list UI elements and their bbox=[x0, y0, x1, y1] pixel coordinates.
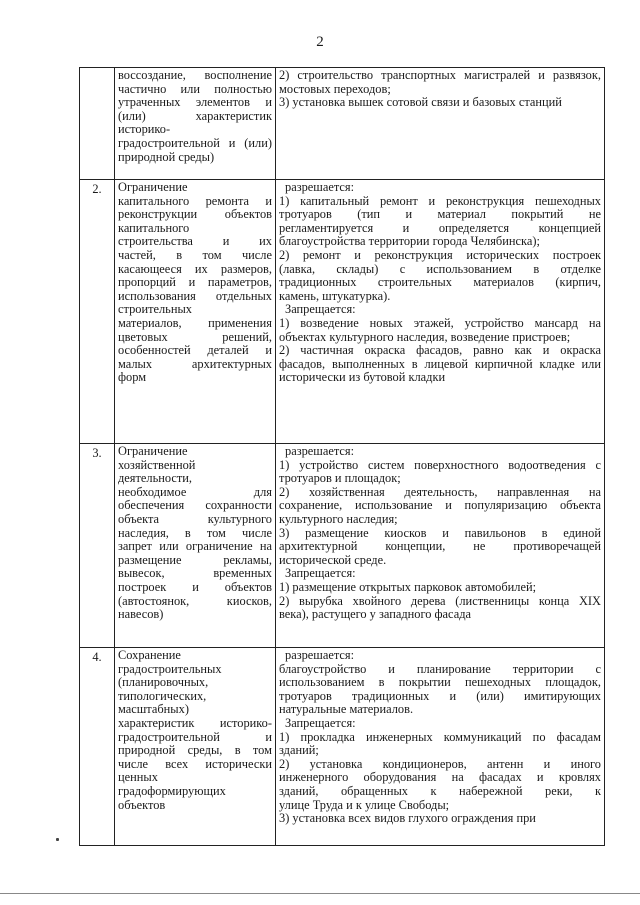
restriction-name-line: объектов bbox=[118, 797, 166, 812]
restriction-name-line: утраченных элементов и bbox=[118, 95, 272, 110]
regulation-cell bbox=[276, 180, 605, 444]
regulation-line: разрешается: bbox=[285, 444, 355, 458]
regulation-line: зданий; bbox=[279, 743, 319, 758]
regulation-line: 2) частичная окраска фасадов, равно как и окраска bbox=[279, 343, 601, 358]
restriction-name-line: вывесок, временных bbox=[118, 566, 272, 581]
restriction-name-line: форм bbox=[118, 370, 147, 385]
regulation-line: тротуаров традиционных и (или) имитирующих bbox=[279, 688, 601, 703]
regulation-line: благоустройство и планирование территории с bbox=[279, 661, 601, 676]
restriction-name-line: пропорций и параметров, bbox=[118, 275, 272, 290]
restriction-name-line: деятельности, bbox=[118, 471, 193, 486]
regulation-line: 2) строительство транспортных магистралей и развязок, bbox=[279, 68, 601, 82]
restriction-name-line: Ограничение bbox=[118, 444, 188, 458]
regulation-line: 1) прокладка инженерных коммуникаций по фасадам bbox=[279, 729, 601, 744]
regulation-line: 3) размещение киосков и павильонов в единой bbox=[279, 525, 601, 540]
restriction-name-line: строительных bbox=[118, 302, 192, 317]
restriction-name-line: природной среды) bbox=[118, 149, 215, 164]
restriction-name-cell bbox=[115, 444, 276, 648]
restriction-name-line: капитального bbox=[118, 220, 190, 235]
regulation-line: 3) установка всех видов глухого ограждения при bbox=[279, 811, 536, 826]
regulation-line: тротуаров (тип и материал покрытий не bbox=[279, 207, 601, 222]
restriction-name-line: числе всех исторически bbox=[118, 756, 272, 771]
restriction-name-line: использования отдельных bbox=[118, 288, 272, 303]
restriction-name-line: запрет или ограничение на bbox=[118, 539, 272, 554]
restriction-name-line: типологических, bbox=[118, 688, 207, 703]
restriction-name-line: природной среды, в том bbox=[118, 743, 272, 758]
regulation-line: традиционных строительных материалов (кирпич, bbox=[279, 275, 601, 290]
regulation-line: мостовых переходов; bbox=[279, 81, 391, 96]
restriction-name-line: ценных bbox=[118, 770, 158, 785]
regulation-line: Запрещается: bbox=[285, 302, 356, 317]
regulation-line: исторической среде. bbox=[279, 552, 387, 567]
scan-artifact bbox=[56, 838, 59, 841]
restriction-name-line: (планировочных, bbox=[118, 675, 209, 690]
restriction-name-line: обеспечения сохранности bbox=[118, 498, 272, 513]
regulation-line: исторически из бутовой кладки bbox=[279, 370, 446, 385]
regulation-line: благоустройства территории города Челябинска); bbox=[279, 234, 540, 249]
regulation-line: 1) устройство систем поверхностного водоотведения с bbox=[279, 457, 601, 472]
restriction-name-line: градоформирующих bbox=[118, 783, 226, 798]
row-number: 4. bbox=[80, 648, 115, 846]
regulation-line: зданий, обращенных к набережной реки, к bbox=[279, 783, 601, 798]
restriction-name-line: реконструкции объектов bbox=[118, 207, 272, 222]
restriction-name-cell bbox=[115, 68, 276, 180]
regulation-line: 1) размещение открытых парковок автомобилей; bbox=[279, 579, 537, 594]
regulation-line: 1) возведение новых этажей, устройство мансард на bbox=[279, 315, 601, 330]
restriction-name-line: характеристик историко- bbox=[118, 715, 272, 730]
regulation-cell bbox=[276, 648, 605, 846]
restriction-name-line: наследия, в том числе bbox=[118, 525, 272, 540]
regulation-line: 2) хозяйственная деятельность, направленная на bbox=[279, 484, 601, 499]
restriction-name-line: особенностей деталей и bbox=[118, 343, 272, 358]
restriction-name-line: (автостоянок, киосков, bbox=[118, 593, 272, 608]
restriction-name-line: малых архитектурных bbox=[118, 356, 272, 371]
page-number: 2 bbox=[316, 34, 324, 50]
regulation-line: сохранение, использование и популяризацию объекта bbox=[279, 498, 601, 513]
restriction-name-line: градостроительных bbox=[118, 661, 222, 676]
regulation-line: культурного наследия; bbox=[279, 511, 398, 526]
restriction-name-line: навесов) bbox=[118, 607, 164, 622]
row-number: 3. bbox=[80, 444, 115, 648]
table-row bbox=[80, 648, 605, 846]
restriction-name-line: градостроительной и bbox=[118, 729, 272, 744]
regulation-line: тротуаров и площадок; bbox=[279, 471, 401, 486]
regulation-line: 2) вырубка хвойного дерева (лиственницы конца XIX bbox=[279, 593, 601, 608]
regulation-line: 2) установка кондиционеров, антенн и иного bbox=[279, 756, 601, 771]
table-row bbox=[80, 444, 605, 648]
regulation-line: объектах культурного наследия, возведение пристроев; bbox=[279, 329, 571, 344]
restriction-name-line: касающееся их размеров, bbox=[118, 261, 272, 276]
regulation-line: 1) капитальный ремонт и реконструкция пешеходных bbox=[279, 193, 601, 208]
regulation-line: 2) ремонт и реконструкция исторических построек bbox=[279, 247, 601, 262]
restriction-name-line: хозяйственной bbox=[118, 457, 196, 472]
regulation-line: улице Труда и к улице Свободы; bbox=[279, 797, 450, 812]
restriction-name-line: строительства и их bbox=[118, 234, 272, 249]
regulation-line: Запрещается: bbox=[285, 566, 356, 581]
regulation-line: архитектурной концепции, не противоречащей bbox=[279, 539, 601, 554]
regulation-line: натуральные материалов. bbox=[279, 702, 414, 717]
restriction-name-line: историко- bbox=[118, 122, 171, 137]
restriction-name-line: необходимое для bbox=[118, 484, 272, 499]
regulation-line: века), растущего у западного фасада bbox=[279, 607, 472, 622]
regulation-line: (лавка, склады) с использованием в отделке bbox=[279, 261, 601, 276]
restriction-name-cell bbox=[115, 180, 276, 444]
restriction-name-line: Ограничение bbox=[118, 180, 188, 194]
restriction-name-line: частей, в том числе bbox=[118, 247, 272, 262]
restriction-name-line: масштабных) bbox=[118, 702, 189, 717]
restriction-name-line: Сохранение bbox=[118, 648, 181, 662]
table-row bbox=[80, 68, 605, 180]
restriction-name-line: градостроительной и (или) bbox=[118, 135, 272, 150]
restriction-name-line: размещение рекламы, bbox=[118, 552, 272, 567]
regulation-cell bbox=[276, 68, 605, 180]
regulation-line: инженерного оборудования на фасадах и кровлях bbox=[279, 770, 601, 785]
regulation-line: Запрещается: bbox=[285, 715, 356, 730]
restriction-name-line: воссоздание, восполнение bbox=[118, 68, 272, 82]
regulation-line: регламентируется и определяется концепцией bbox=[279, 220, 601, 235]
restriction-name-line: частично или полностью bbox=[118, 81, 272, 96]
restriction-name-line: объекта культурного bbox=[118, 511, 272, 526]
restriction-name-line: цветовых решений, bbox=[118, 329, 272, 344]
restriction-name-line: материалов, применения bbox=[118, 315, 272, 330]
restriction-name-line: (или) характеристик bbox=[118, 108, 272, 123]
restrictions-table bbox=[79, 67, 605, 846]
page-bottom-edge bbox=[0, 893, 640, 894]
restriction-name-line: капитального ремонта и bbox=[118, 193, 272, 208]
regulation-line: 3) установка вышек сотовой связи и базовых станций bbox=[279, 95, 562, 110]
regulation-line: разрешается: bbox=[285, 180, 355, 194]
table-row bbox=[80, 180, 605, 444]
row-number bbox=[80, 68, 115, 180]
regulation-line: использованием в покрытии пешеходных площадок, bbox=[279, 675, 601, 690]
regulation-line: камень, штукатурка). bbox=[279, 288, 391, 303]
regulation-line: фасадов, выполненных в лицевой кирпичной кладке или bbox=[279, 356, 601, 371]
row-number: 2. bbox=[80, 180, 115, 444]
regulation-cell bbox=[276, 444, 605, 648]
restriction-name-cell bbox=[115, 648, 276, 846]
regulation-line: разрешается: bbox=[285, 648, 355, 662]
restriction-name-line: построек и объектов bbox=[118, 579, 272, 594]
table-body bbox=[80, 68, 605, 846]
